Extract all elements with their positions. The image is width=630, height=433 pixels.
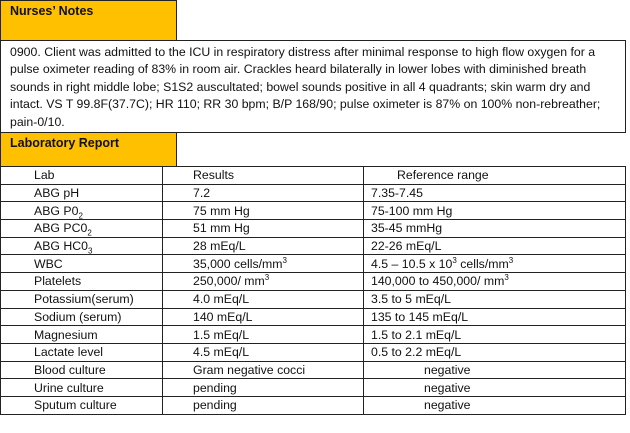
lab-reference: 140,000 to 450,000/ $mm^3$ [364,273,626,291]
lab-name: Sodium (serum) [1,308,163,326]
lab-reference: negative [364,396,626,414]
lab-name: Blood culture [1,361,163,379]
table-header-row [1,167,626,185]
lab-reference: 3.5 to 5 mEq/L [364,290,626,308]
column-header-lab: Lab [1,167,163,185]
lab-reference: 0.5 to 2.2 mEq/L [364,343,626,361]
nurses-notes-title: Nurses’ Notes [10,4,94,18]
table-row [1,326,626,344]
column-header-results: Results [163,167,364,185]
table-row [1,379,626,397]
lab-reference: 135 to 145 mEq/L [364,308,626,326]
lab-result: 7.2 [163,184,364,202]
table-row [1,202,626,220]
lab-name: Urine culture [1,379,163,397]
table-row [1,396,626,414]
lab-result: 75 mm Hg [163,202,364,220]
lab-result: 4.5 mEq/L [163,343,364,361]
lab-result: 4.0 mEq/L [163,290,364,308]
lab-result: 28 mEq/L [163,237,364,255]
lab-report-title: Laboratory Report [10,136,120,150]
lab-name: Magnesium [1,326,163,344]
lab-reference: 35-45 mmHg [364,220,626,238]
lab-name: WBC [1,255,163,273]
table-row [1,273,626,291]
lab-reference: 22-26 mEq/L [364,237,626,255]
lab-result: pending [163,396,364,414]
column-header-reference: Reference range [364,167,626,185]
lab-name: Lactate level [1,343,163,361]
lab-name: ABG pH [1,184,163,202]
lab-reference: 1.5 to 2.1 mEq/L [364,326,626,344]
table-row [1,343,626,361]
lab-report-table [0,166,626,415]
lab-name: Potassium(serum) [1,290,163,308]
lab-reference: 7.35-7.45 [364,184,626,202]
lab-reference: 4.5 – 10.5 x $10^3$ cells/$mm^3$ [364,255,626,273]
lab-name: Sputum culture [1,396,163,414]
lab-result: 250,000/ $mm^3$ [163,273,364,291]
table-row [1,308,626,326]
lab-name: ABG $HC0_3$ [1,237,163,255]
lab-result: pending [163,379,364,397]
nurses-notes-body: 0900. Client was admitted to the ICU in respiratory distress after minimal response to high flow oxygen for a pulse oximeter reading of 83% in room air. Crackles heard bilaterally in lower lobes with diminished breath sounds in right middle lobe; S1S2 auscultated; bowel sounds positive in all 4 quadrants; skin warm dry and intact. VS T 99.8F(37.7C); HR 110; RR 30 bpm; B/P 168/90; pulse oximeter is 87% on 100% non-rebreather; pain-0/10. [0,40,626,133]
lab-result: 35,000 cells/$mm^3$ [163,255,364,273]
table-row [1,361,626,379]
lab-name: ABG $PC0_2$ [1,220,163,238]
lab-reference: negative [364,361,626,379]
table-row [1,237,626,255]
table-row [1,255,626,273]
lab-name: Platelets [1,273,163,291]
nurses-notes-header [0,0,177,41]
lab-report-header [0,132,177,167]
lab-name: ABG $P0_2$ [1,202,163,220]
lab-result: 51 mm Hg [163,220,364,238]
lab-result: Gram negative cocci [163,361,364,379]
lab-reference: 75-100 mm Hg [364,202,626,220]
table-row [1,184,626,202]
lab-result: 1.5 mEq/L [163,326,364,344]
table-row [1,220,626,238]
lab-result: 140 mEq/L [163,308,364,326]
lab-reference: negative [364,379,626,397]
table-row [1,290,626,308]
